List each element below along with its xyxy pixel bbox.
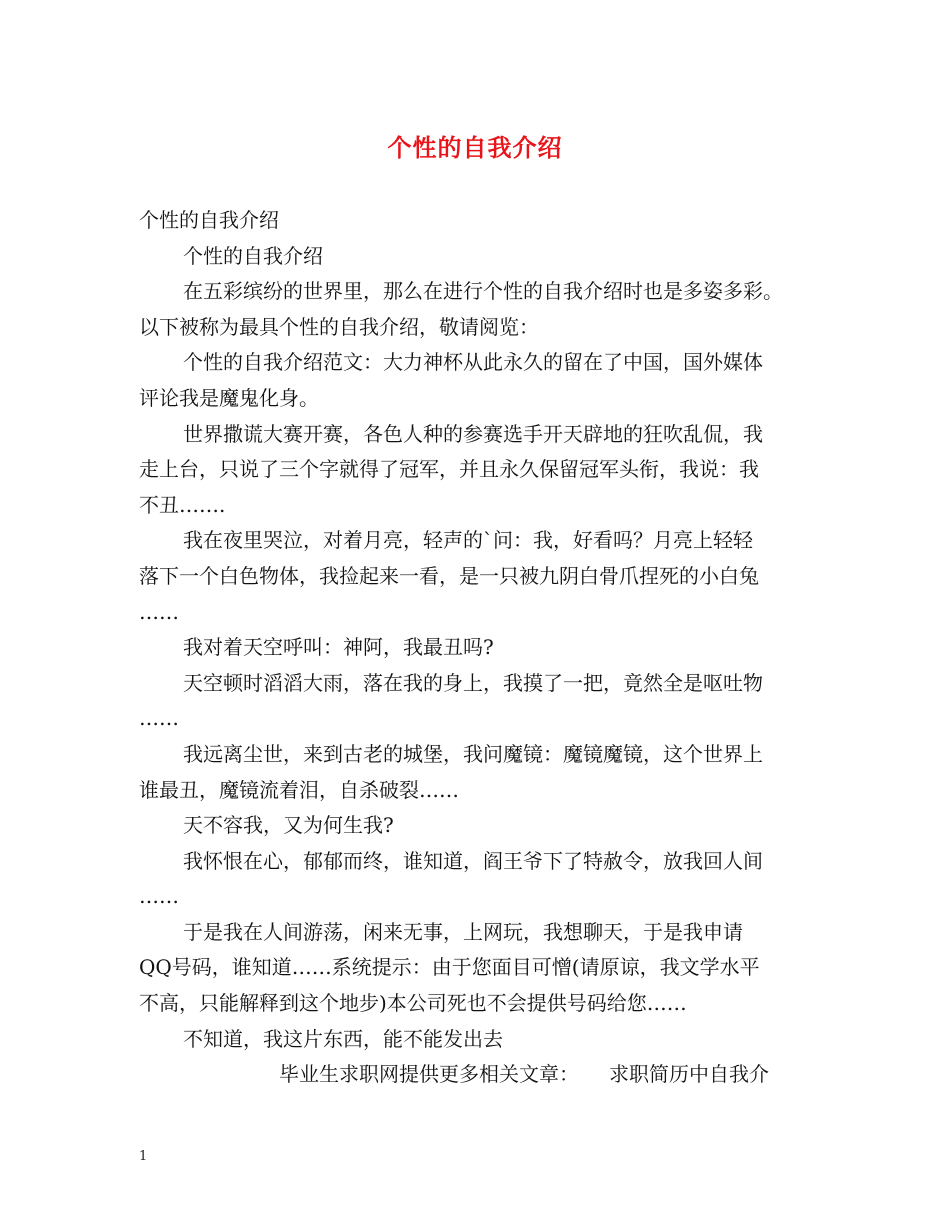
related-articles-line [139,1057,829,1093]
text-line-6: 评论我是魔鬼化身。 [139,385,319,410]
text-line-13: 我对着天空呼叫：神阿，我最丑吗? [183,635,494,660]
related-articles-prefix: 毕业生求职网提供更多相关文章： [279,1062,579,1087]
text-line-10: 我在夜里哭泣，对着月亮，轻声的`问：我，好看吗？月亮上轻轻 [183,528,753,553]
text-line-2: 个性的自我介绍 [183,243,323,268]
text-line-9: 不丑……. [139,492,226,517]
text-line-21: 于是我在人间游荡，闲来无事，上网玩，我想聊天，于是我申请 [183,919,743,944]
document-body [139,203,829,1093]
text-line-23: 不高，只能解释到这个地步)本公司死也不会提供号码给您…… [139,991,687,1016]
text-line-24: 不知道，我这片东西，能不能发出去 [183,1026,503,1051]
text-line-20: …… [139,884,179,909]
document-title: 个性的自我介绍 [387,133,563,162]
text-line-15: …… [139,706,179,731]
related-article-link[interactable]: 求职简历中自我介 [609,1062,769,1087]
text-line-12: …… [139,599,179,624]
text-line-5: 个性的自我介绍范文：大力神杯从此永久的留在了中国，国外媒体 [183,350,763,375]
text-line-17: 谁最丑，魔镜流着泪，自杀破裂…… [139,777,459,802]
text-line-4: 以下被称为最具个性的自我介绍，敬请阅览： [139,314,539,339]
text-line-16: 我远离尘世，来到古老的城堡，我问魔镜：魔镜魔镜，这个世界上 [183,741,763,766]
text-line-8: 走上台，只说了三个字就得了冠军，并且永久保留冠军头衔，我说：我 [139,457,759,482]
page-number: 1 [139,1149,148,1164]
text-line-1: 个性的自我介绍 [139,208,279,232]
text-line-19: 我怀恨在心，郁郁而终，谁知道，阎王爷下了特赦令，放我回人间 [183,848,763,873]
text-line-7: 世界撒谎大赛开赛，各色人种的参赛选手开天辟地的狂吹乱侃，我 [183,421,763,446]
text-line-14: 天空顿时滔滔大雨，落在我的身上，我摸了一把，竟然全是呕吐物 [183,670,763,695]
text-line-22: QQ号码，谁知道……系统提示：由于您面目可憎(请原谅，我文学水平 [139,955,760,980]
text-line-3: 在五彩缤纷的世界里，那么在进行个性的自我介绍时也是多姿多彩。 [183,279,783,304]
text-line-18: 天不容我，又为何生我? [183,813,394,838]
text-line-11: 落下一个白色物体，我捡起来一看，是一只被九阴白骨爪捏死的小白兔 [139,563,759,588]
